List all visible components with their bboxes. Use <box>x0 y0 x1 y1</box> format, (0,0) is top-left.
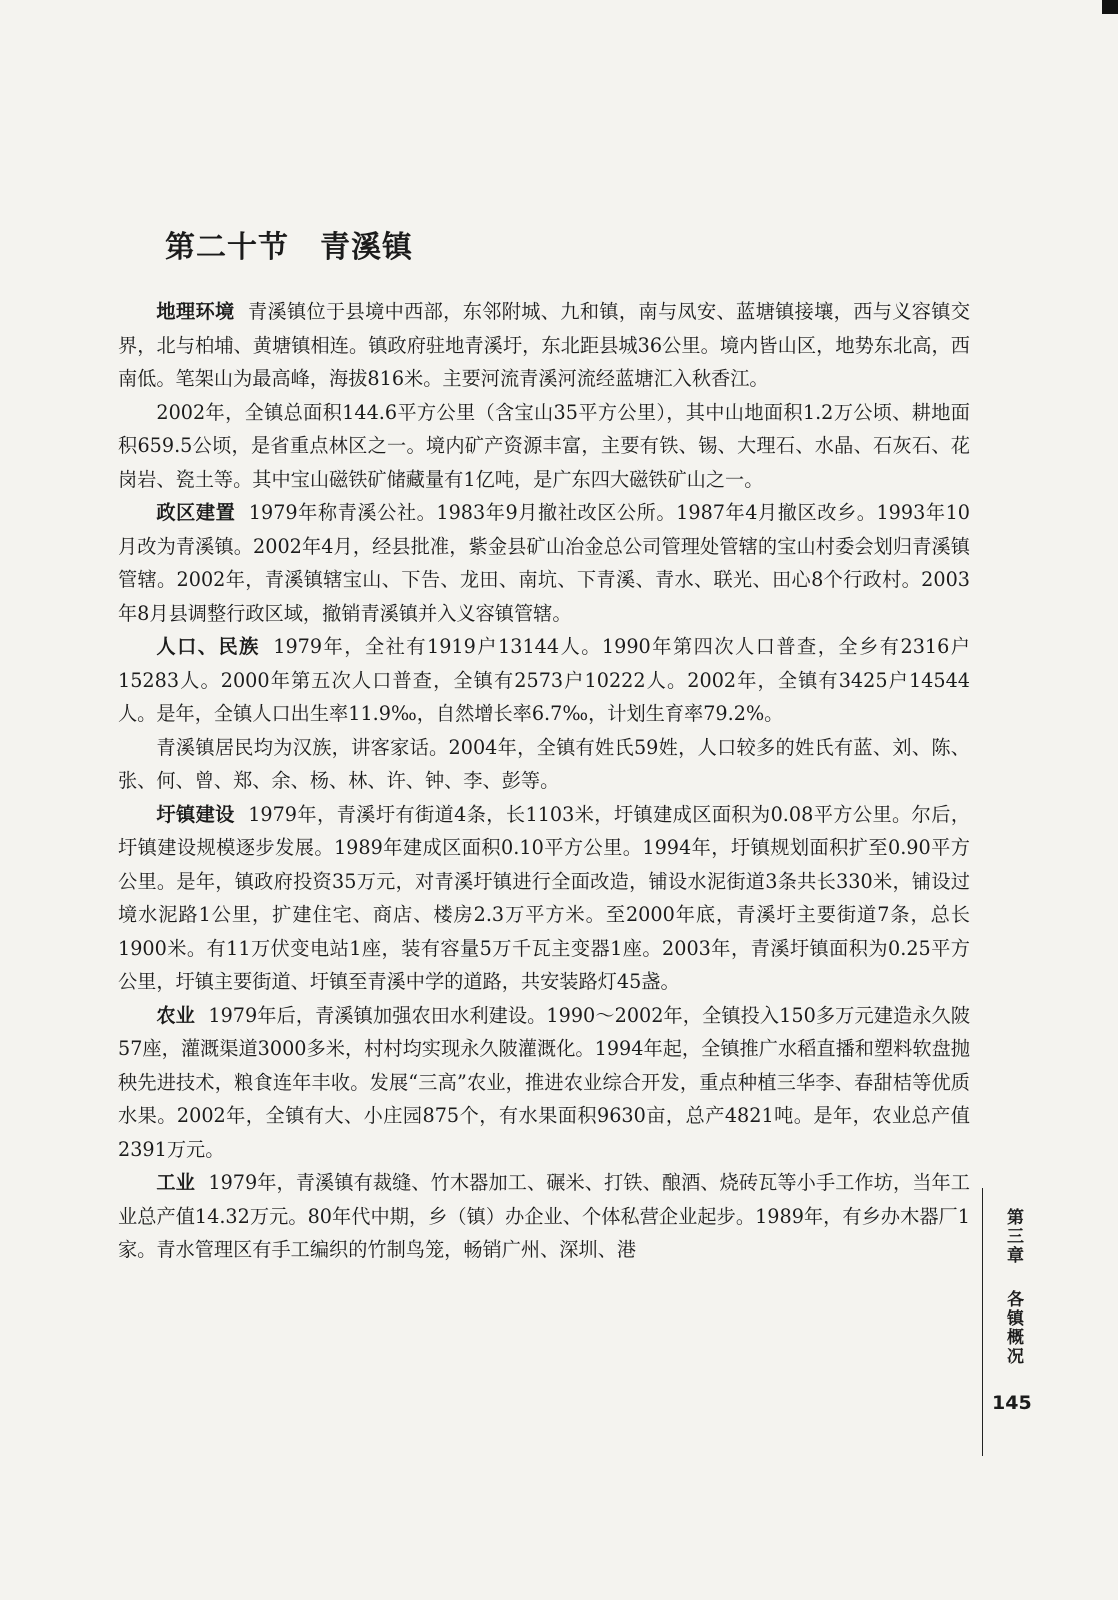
paragraph <box>118 999 970 1167</box>
chapter-label: 第三章 <box>1003 1208 1023 1265</box>
page-number: 145 <box>992 1392 1032 1414</box>
paragraph-text: 1979年，青溪镇有裁缝、竹木器加工、碾米、打铁、酿酒、烧砖瓦等小手工作坊，当年工业总产值14.32万元。80年代中期，乡（镇）办企业、个体私营企业起步。1989年，有乡办木器厂1家。青水管理区有手工编织的竹制鸟笼，畅销广州、深圳、港 <box>118 1171 970 1261</box>
paragraph-text: 青溪镇居民均为汉族，讲客家话。2004年，全镇有姓氏59姓，人口较多的姓氏有蓝、刘、陈、张、何、曾、郑、余、杨、林、许、钟、李、彭等。 <box>118 735 970 792</box>
paragraph <box>118 630 970 731</box>
paragraph <box>118 496 970 630</box>
paragraph-text: 1979年，青溪圩有街道4条，长1103米，圩镇建成区面积为0.08平方公里。尔后，圩镇建设规模逐步发展。1989年建成区面积0.10平方公里。1994年，圩镇规划面积扩至0.90平方公里。是年，镇政府投资35万元，对青溪圩镇进行全面改造，铺设水泥街道3条共长330米，铺设过境水泥路1公里，扩建住宅、商店、楼房2.3万平方米。至2000年底，青溪圩主要街道7条，总长1900米。有11万伏变电站1座，装有容量5万千瓦主变器1座。2003年，青溪圩镇面积为0.25平方公里，圩镇主要街道、圩镇至青溪中学的道路，共安装路灯45盏。 <box>118 802 971 993</box>
paragraph-keyword: 地理环境 <box>156 300 235 323</box>
side-divider <box>982 1188 983 1456</box>
paragraph-keyword: 政区建置 <box>156 501 236 524</box>
paragraph <box>118 731 970 798</box>
paragraph-text: 青溪镇位于县境中西部，东邻附城、九和镇，南与凤安、蓝塘镇接壤，西与义容镇交界，北与柏埔、黄塘镇相连。镇政府驻地青溪圩，东北距县城36公里。境内皆山区，地势东北高，西南低。笔架山为最高峰，海拔816米。主要河流青溪河流经蓝塘汇入秋香江。 <box>118 300 971 390</box>
paragraph-keyword: 人口、民族 <box>156 635 260 658</box>
paragraph-text: 1979年后，青溪镇加强农田水利建设。1990～2002年，全镇投入150多万元建造永久陂57座，灌溉渠道3000多米，村村均实现永久陂灌溉化。1994年起，全镇推广水稻直播和塑料软盘抛秧先进技术，粮食连年丰收。发展“三高”农业，推进农业综合开发，重点种植三华李、春甜桔等优质水果。2002年，全镇有大、小庄园875个，有水果面积9630亩，总产4821吨。是年，农业总产值2391万元。 <box>118 1003 971 1161</box>
chapter-section-label: 各镇概况 <box>1003 1290 1023 1366</box>
body-text <box>118 295 970 1267</box>
paragraph-keyword: 农业 <box>156 1003 195 1027</box>
paragraph <box>118 798 970 999</box>
paragraph-keyword: 工业 <box>156 1171 195 1194</box>
section-title: 第二十节 青溪镇 <box>165 230 413 265</box>
paragraph <box>118 1166 970 1267</box>
paragraph <box>118 396 970 497</box>
paragraph-text: 1979年称青溪公社。1983年9月撤社改区公所。1987年4月撤区改乡。1993年10月改为青溪镇。2002年4月，经县批准，紫金县矿山冶金总公司管理处管辖的宝山村委会划归青溪镇管辖。2002年，青溪镇辖宝山、下告、龙田、南坑、下青溪、青水、联光、田心8个行政村。2003年8月县调整行政区域，撤销青溪镇并入义容镇管辖。 <box>118 501 971 625</box>
paragraph-text: 1979年，全社有1919户13144人。1990年第四次人口普查，全乡有2316户15283人。2000年第五次人口普查，全镇有2573户10222人。2002年，全镇有3425户14544人。是年，全镇人口出生率11.9‰，自然增长率6.7‰，计划生育率79.2%。 <box>118 635 970 725</box>
paragraph-keyword: 圩镇建设 <box>156 802 235 826</box>
paragraph <box>118 295 970 396</box>
scan-edge-mark <box>1102 0 1118 14</box>
paragraph-text: 2002年，全镇总面积144.6平方公里（含宝山35平方公里），其中山地面积1.2万公顷、耕地面积659.5公顷，是省重点林区之一。境内矿产资源丰富，主要有铁、锡、大理石、水晶、石灰石、花岗岩、瓷土等。其中宝山磁铁矿储藏量有1亿吨，是广东四大磁铁矿山之一。 <box>118 400 970 491</box>
